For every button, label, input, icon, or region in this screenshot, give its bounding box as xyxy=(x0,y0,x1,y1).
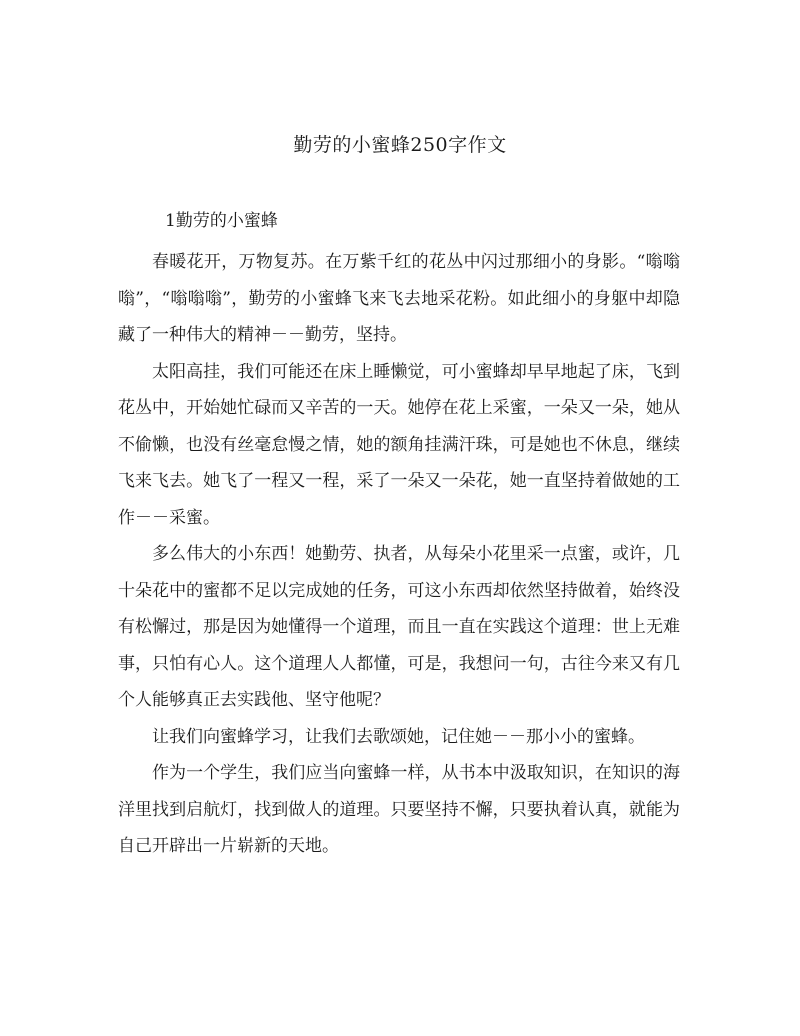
paragraph: 让我们向蜜蜂学习，让我们去歌颂她，记住她－－那小小的蜜蜂。 xyxy=(152,726,645,747)
paragraph: 太阳高挂，我们可能还在床上睡懒觉，可小蜜蜂却早早地起了床，飞到花丛中，开始她忙碌而又辛苦的一天。她停在花上采蜜，一朵又一朵，她从不偷懒，也没有丝毫怠慢之情，她的额角挂满汗珠，可是她也不休息，继续飞来飞去。她飞了一程又一程，采了一朵又一朵花，她一直坚持着做她的工作－－采蜜。 xyxy=(118,361,680,528)
document-title: 勤劳的小蜜蜂250字作文 xyxy=(293,134,507,156)
paragraph: 多么伟大的小东西！她勤劳、执者，从每朵小花里采一点蜜，或许，几十朵花中的蜜都不足以完成她的任务，可这小东西却依然坚持做着，始终没有松懈过，那是因为她懂得一个道理，而且一直在实践这个道理：世上无难事，只怕有心人。这个道理人人都懂，可是，我想问一句，古往今来又有几个人能够真正去实践他、坚守他呢？ xyxy=(118,544,680,710)
paragraph: 作为一个学生，我们应当向蜜蜂一样，从书本中汲取知识，在知识的海洋里找到启航灯，找到做人的道理。只要坚持不懈，只要执着认真，就能为自己开辟出一片崭新的天地。 xyxy=(118,763,680,856)
document-body xyxy=(118,244,680,865)
paragraph: 春暖花开，万物复苏。在万紫千红的花丛中闪过那细小的身影。“嗡嗡嗡”，“嗡嗡嗡”，勤劳的小蜜蜂飞来飞去地采花粉。如此细小的身躯中却隐藏了一种伟大的精神－－勤劳，坚持。 xyxy=(118,252,680,345)
section-heading: 1勤劳的小蜜蜂 xyxy=(165,211,278,231)
